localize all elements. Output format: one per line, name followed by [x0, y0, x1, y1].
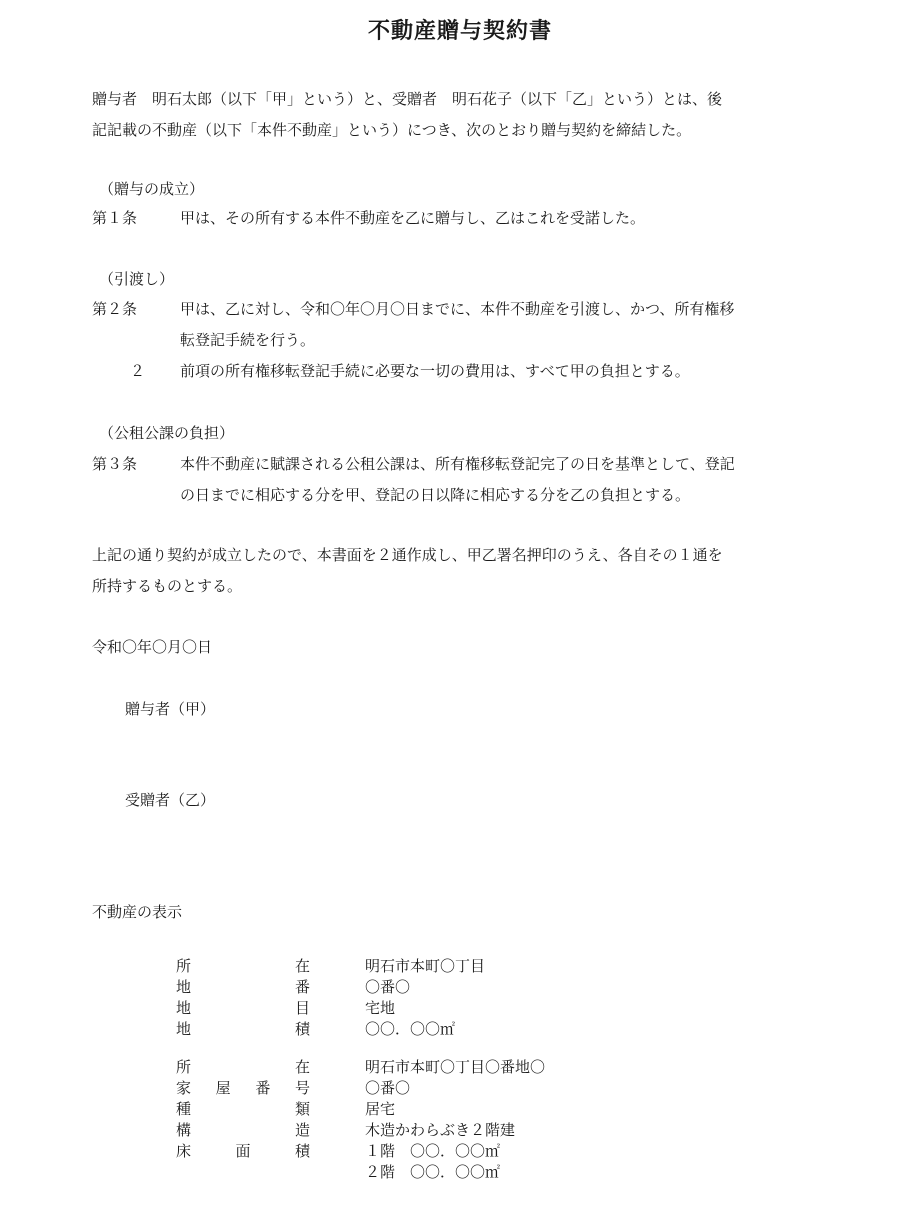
article-3-number: 第３条	[92, 455, 138, 473]
land-location-value: 明石市本町〇丁目	[365, 957, 486, 975]
donee-label: 受贈者（乙）	[125, 791, 216, 809]
building-structure-value: 木造かわらぶき２階建	[365, 1121, 516, 1139]
land-location-label: 所 在	[176, 957, 310, 975]
article-2-text-line-1: 甲は、乙に対し、令和〇年〇月〇日までに、本件不動産を引渡し、かつ、所有権移	[180, 300, 735, 318]
land-area-value: 〇〇．〇〇㎡	[365, 1020, 456, 1038]
article-2-sub-number: ２	[130, 362, 146, 380]
building-floor-area-label: 床 面 積	[176, 1142, 310, 1160]
building-kind-value: 居宅	[365, 1100, 396, 1118]
donor-label: 贈与者（甲）	[125, 700, 216, 718]
land-lot-label: 地 番	[176, 978, 310, 996]
closing-line-1: 上記の通り契約が成立したので、本書面を２通作成し、甲乙署名押印のうえ、各自その１通を	[92, 546, 723, 564]
article-3-heading: （公租公課の負担）	[99, 424, 235, 442]
closing-line-2: 所持するものとする。	[92, 577, 243, 595]
article-1-text: 甲は、その所有する本件不動産を乙に贈与し、乙はこれを受諾した。	[180, 209, 646, 227]
building-floor-1-value: １階 〇〇．〇〇㎡	[365, 1142, 501, 1160]
article-1-heading: （贈与の成立）	[99, 180, 205, 198]
building-structure-label: 構 造	[176, 1121, 310, 1139]
article-2-text-line-2: 転登記手続を行う。	[180, 331, 316, 349]
land-category-label: 地 目	[176, 999, 310, 1017]
article-3-text-line-2: の日までに相応する分を甲、登記の日以降に相応する分を乙の負担とする。	[180, 486, 691, 504]
building-number-label: 家 屋 番 号	[176, 1079, 310, 1097]
building-kind-label: 種 類	[176, 1100, 310, 1118]
article-2-sub-text: 前項の所有権移転登記手続に必要な一切の費用は、すべて甲の負担とする。	[180, 362, 690, 380]
land-lot-value: 〇番〇	[365, 978, 411, 996]
article-3-text-line-1: 本件不動産に賦課される公租公課は、所有権移転登記完了の日を基準として、登記	[180, 455, 735, 473]
building-floor-2-value: ２階 〇〇．〇〇㎡	[365, 1163, 501, 1181]
building-location-label: 所 在	[176, 1058, 310, 1076]
building-location-value: 明石市本町〇丁目〇番地〇	[365, 1058, 546, 1076]
land-area-label: 地 積	[176, 1020, 310, 1038]
document-title: 不動産贈与契約書	[367, 19, 552, 44]
land-category-value: 宅地	[365, 999, 396, 1017]
article-2-number: 第２条	[92, 300, 138, 318]
article-2-heading: （引渡し）	[99, 270, 175, 288]
building-number-value: 〇番〇	[365, 1079, 411, 1097]
contract-date: 令和〇年〇月〇日	[92, 638, 213, 656]
article-1-number: 第１条	[92, 209, 138, 227]
intro-line-2: 記記載の不動産（以下「本件不動産」という）につき、次のとおり贈与契約を締結した。	[92, 121, 692, 139]
intro-line-1: 贈与者 明石太郎（以下「甲」という）と、受贈者 明石花子（以下「乙」という）とは、後	[92, 90, 723, 108]
property-heading: 不動産の表示	[92, 903, 183, 921]
